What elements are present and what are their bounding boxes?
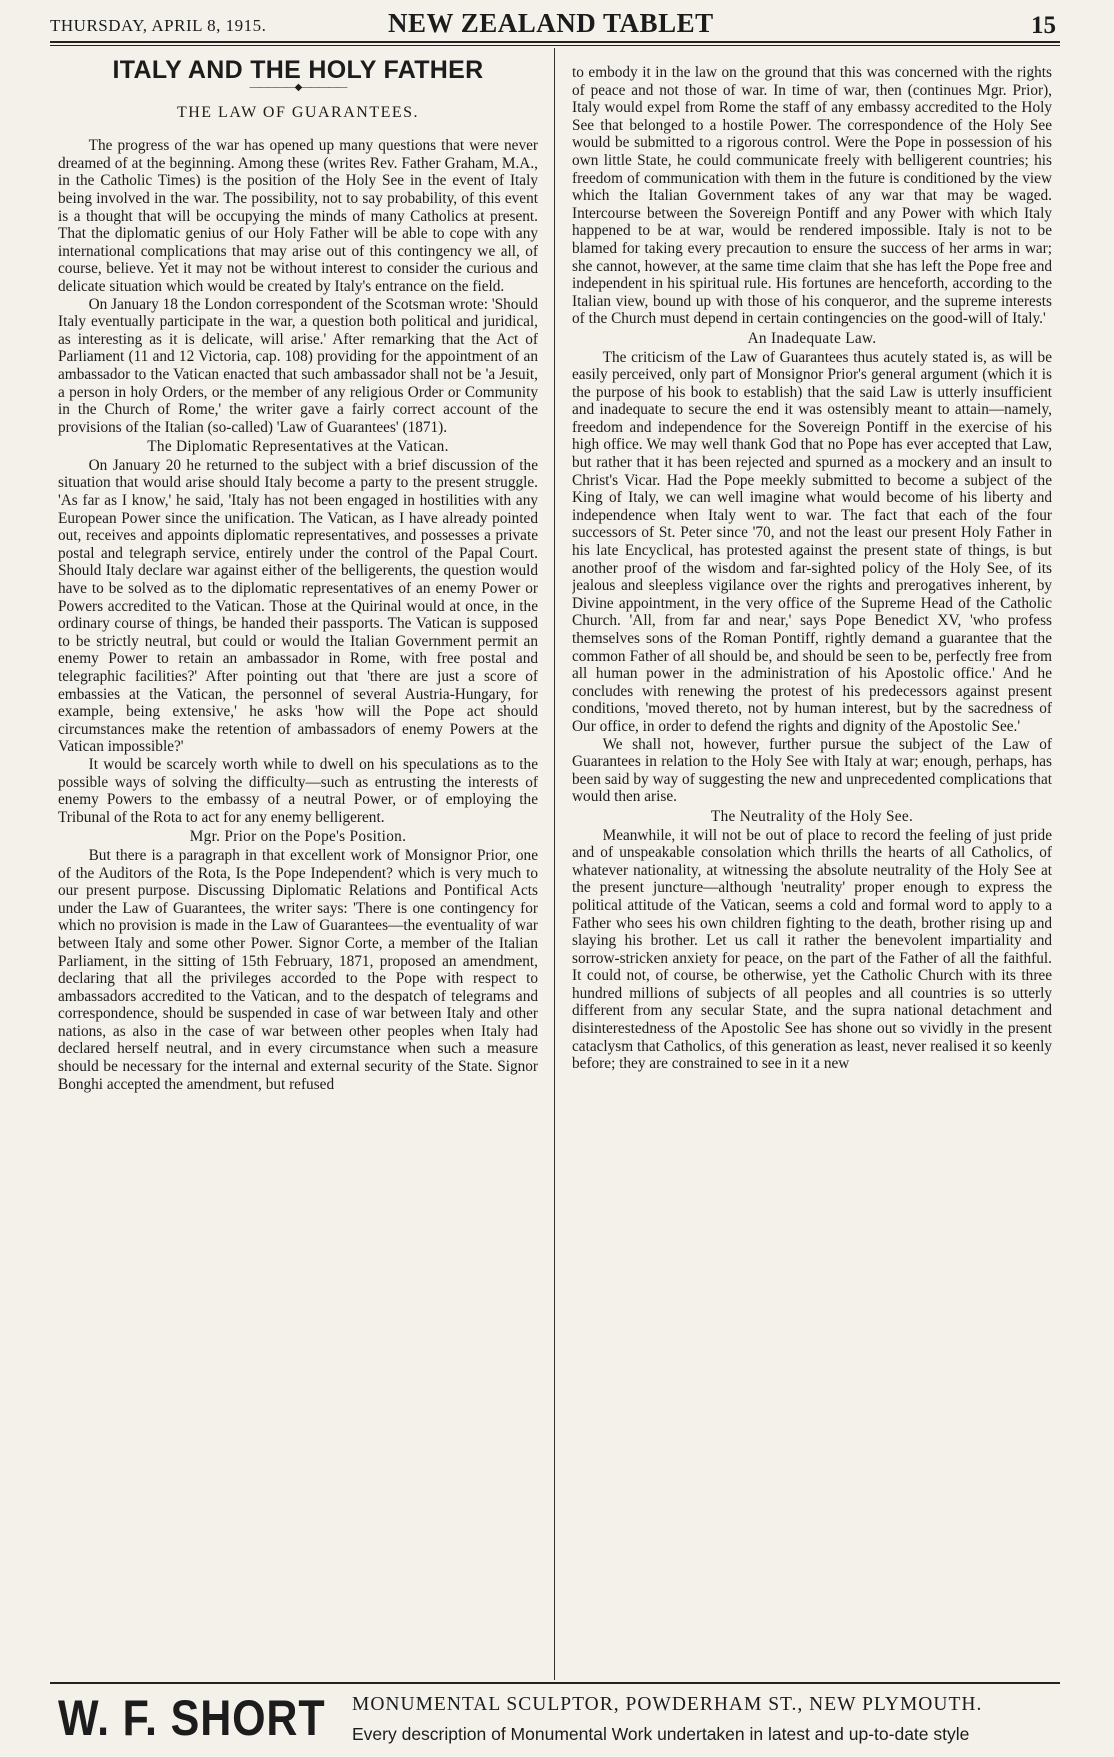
- page-number: 15: [1031, 12, 1056, 39]
- section-heading: An Inadequate Law.: [747, 329, 877, 347]
- title-ornament: —————◆—————: [249, 81, 347, 93]
- page-header: [50, 6, 1060, 40]
- section-heading: Mgr. Prior on the Pope's Position.: [189, 828, 407, 846]
- advertiser-tagline: Every description of Monumental Work undertaken in latest and up-to-date style: [352, 1724, 970, 1744]
- masthead-title: NEW ZEALAND TABLET: [388, 8, 714, 38]
- section-heading: The Diplomatic Representatives at the Vatican.: [147, 438, 449, 456]
- paragraph: On January 18 the London correspondent of the Scotsman wrote: 'Should Italy eventually participate in the war, a question both political and juridical, as interesting as it is delicate, will arise.' After remarking that the Act of Parliament (11 and 12 Victoria, cap. 108) providing for the appointment of an ambassador to the Vatican enacted that such ambassador shall not be 'a Jesuit, a person in holy Orders, or the member of any religious Order or Community in the Church of Rome,' the writer gave a fairly correct account of the provisions of the Italian (so-called) 'Law of Guarantees' (1871).: [58, 295, 538, 436]
- article-subtitle: THE LAW OF GUARANTEES.: [176, 103, 420, 121]
- issue-date: THURSDAY, APRIL 8, 1915.: [50, 16, 267, 35]
- left-column: [58, 56, 538, 1678]
- paragraph: The criticism of the Law of Guarantees thus acutely stated is, as will be easily perceived, only part of Monsignor Prior's general argument (which it is the purpose of his book to establish) that the said Law is utterly insufficient and inadequate to secure the end it was ostensibly meant to attain—namely, freedom and independence for the Sovereign Pontiff in the exercise of his high office. We may well thank God that no Pope has ever accepted that Law, but rather that it has been rejected and spurned as a mockery and an insult to Christ's Vicar. Had the Pope meekly submitted to become a subject of the King of Italy, we can well imagine what would become of his liberty and independence when Italy went to war. The fact that each of the four successors of St. Peter since '70, and not the least our present Holy Father in his late Encyclical, has protested against the present state of things, is but another proof of the wisdom and far-sighted policy of the Holy See, of its jealous and sleepless vigilance over the rights and prerogatives inherent, by Divine appointment, in the very office of the Supreme Head of the Catholic Church. 'All, from far and near,' says Pope Benedict XV, 'who profess themselves sons of the Roman Pontiff, rightly demand a guarantee that the common Father of all should be, and should be seen to be, perfectly free from all human power in the administration of his Apostolic office.' And he concludes with renewing the protest of his predecessors against present conditions, 'moved thereto, not by human interest, but by the sacredness of Our office, in order to defend the rights and dignity of the Apostolic See.': [572, 348, 1052, 735]
- paragraph: We shall not, however, further pursue the subject of the Law of Guarantees in relation to the Holy See with Italy at war; enough, perhaps, has been said by way of suggesting the new and unprecedented complications that would then arise.: [572, 735, 1052, 806]
- right-column: [572, 64, 1052, 1686]
- advertiser-business: MONUMENTAL SCULPTOR, POWDERHAM ST., NEW PLYMOUTH.: [352, 1694, 983, 1715]
- header-rule-thin: [50, 45, 1060, 46]
- footer-rule: [50, 1682, 1060, 1684]
- column-divider: [554, 48, 555, 1680]
- paragraph: The progress of the war has opened up many questions that were never dreamed of at the beginning. Among these (writes Rev. Father Graham, M.A., in the Catholic Times) is the position of the Holy See in the event of Italy being involved in the war. The possibility, not to say probability, of this event is a thought that will be occupying the minds of many Catholics at present. That the diplomatic genius of our Holy Father will be able to cope with any international complications that may arise out of this contingency we all, of course, believe. Yet it may not be without interest to consider the curious and delicate situation which would be created by Italy's entrance on the field.: [58, 137, 538, 295]
- paragraph: Meanwhile, it will not be out of place to record the feeling of just pride and of unspeakable consolation which thrills the hearts of all Catholics, of whatever nationality, at witnessing the absolute neutrality of the Holy See at the present juncture—although 'neutrality' proper enough to express the political attitude of the Vatican, seems a cold and formal word to apply to a Father who sees his own children fighting to the death, brother rising up and slaying his brother. Let us call it rather the benevolent impartiality and sorrow-stricken anxiety for peace, on the part of the Father of all the faithful. It could not, of course, be otherwise, yet the Catholic Church with its three hundred millions of subjects of all peoples and all countries is so utterly different from any secular State, and the supra national detachment and disinterestedness of the Apostolic See has shone out so vividly in the present cataclysm that Catholics, of this generation as least, never realised it so keenly before; they are constrained to see in it a new: [572, 826, 1052, 1073]
- article-title: ITALY AND THE HOLY FATHER: [112, 56, 484, 84]
- paragraph: It would be scarcely worth while to dwell on his speculations as to the possible ways of solving the difficulty—such as entrusting the interests of enemy Powers to the embassy of a neutral Power, or of employing the Tribunal of the Rota to act for any enemy belligerent.: [58, 755, 538, 826]
- section-heading: The Neutrality of the Holy See.: [710, 807, 914, 825]
- header-rule: [50, 41, 1060, 43]
- paragraph: On January 20 he returned to the subject with a brief discussion of the situation that would arise should Italy become a party to the present struggle. 'As far as I know,' he said, 'Italy has not been engaged in hostilities with any European Power since the unification. The Vatican, as I have already pointed out, receives and appoints diplomatic representatives, and possesses a private postal and telegraph service, entirely under the control of the Papal Court. Should Italy declare war against either of the belligerents, the question would have to be solved as to the diplomatic representatives of an enemy Power or Powers accredited to the Vatican. Those at the Quirinal would at once, in the ordinary course of things, be handed their passports. The Vatican is supposed to be strictly neutral, but could or would the Italian Government permit an enemy Power to retain an ambassador in Rome, with free postal and telegraphic facilities?' After pointing out that 'there are just a score of embassies at the Vatican, the personnel of several Austria-Hungary, for example, being extensive,' he asks 'how will the Pope act should circumstances make the retention of ambassadors of enemy Powers at the Vatican impossible?': [58, 456, 538, 756]
- paragraph: to embody it in the law on the ground that this was concerned with the rights of peace and not those of war. In time of war, then (continues Mgr. Prior), Italy would expel from Rome the staff of any embassy accredited to the Holy See that belonged to a hostile Power. The correspondence of the Holy See would be submitted to a rigorous control. Were the Pope in possession of his own little State, he could communicate freely with belligerent countries; his freedom of communication with them in the future is conditioned by the view which the Italian Government takes of any war that may be waged. Intercourse between the Sovereign Pontiff and any Power with which Italy happened to be at war, would be rendered impossible. Italy is not to be blamed for taking every precaution to ensure the success of her arms in war; she cannot, however, at the same time claim that she has left the Pope free and independent in his spiritual rule. His fortunes are henceforth, according to the Italian view, bound up with those of his conqueror, and the supreme interests of the Church must depend in certain contingencies on the good-will of Italy.': [572, 64, 1052, 328]
- advertiser-name: W. F. SHORT: [58, 1690, 326, 1746]
- paragraph: But there is a paragraph in that excellent work of Monsignor Prior, one of the Auditors of the Rota, Is the Pope Independent? which is very much to our present purpose. Discussing Diplomatic Relations and Pontifical Acts under the Law of Guarantees, the writer says: 'There is one contingency for which no provision is made in the Law of Guarantees—the eventuality of war between Italy and some other Power. Signor Corte, a member of the Italian Parliament, in the sitting of 15th February, 1871, proposed an amendment, declaring that all the privileges accorded to the Pope with respect to ambassadors accredited to the Vatican, and to the despatch of telegrams and correspondence, should be suspended in case of war between Italy and other nations, as also in the case of war between other peoples when Italy had declared herself neutral, and in every circumstance when such a measure should be necessary for the internal and external security of the State. Signor Bonghi accepted the amendment, but refused: [58, 846, 538, 1093]
